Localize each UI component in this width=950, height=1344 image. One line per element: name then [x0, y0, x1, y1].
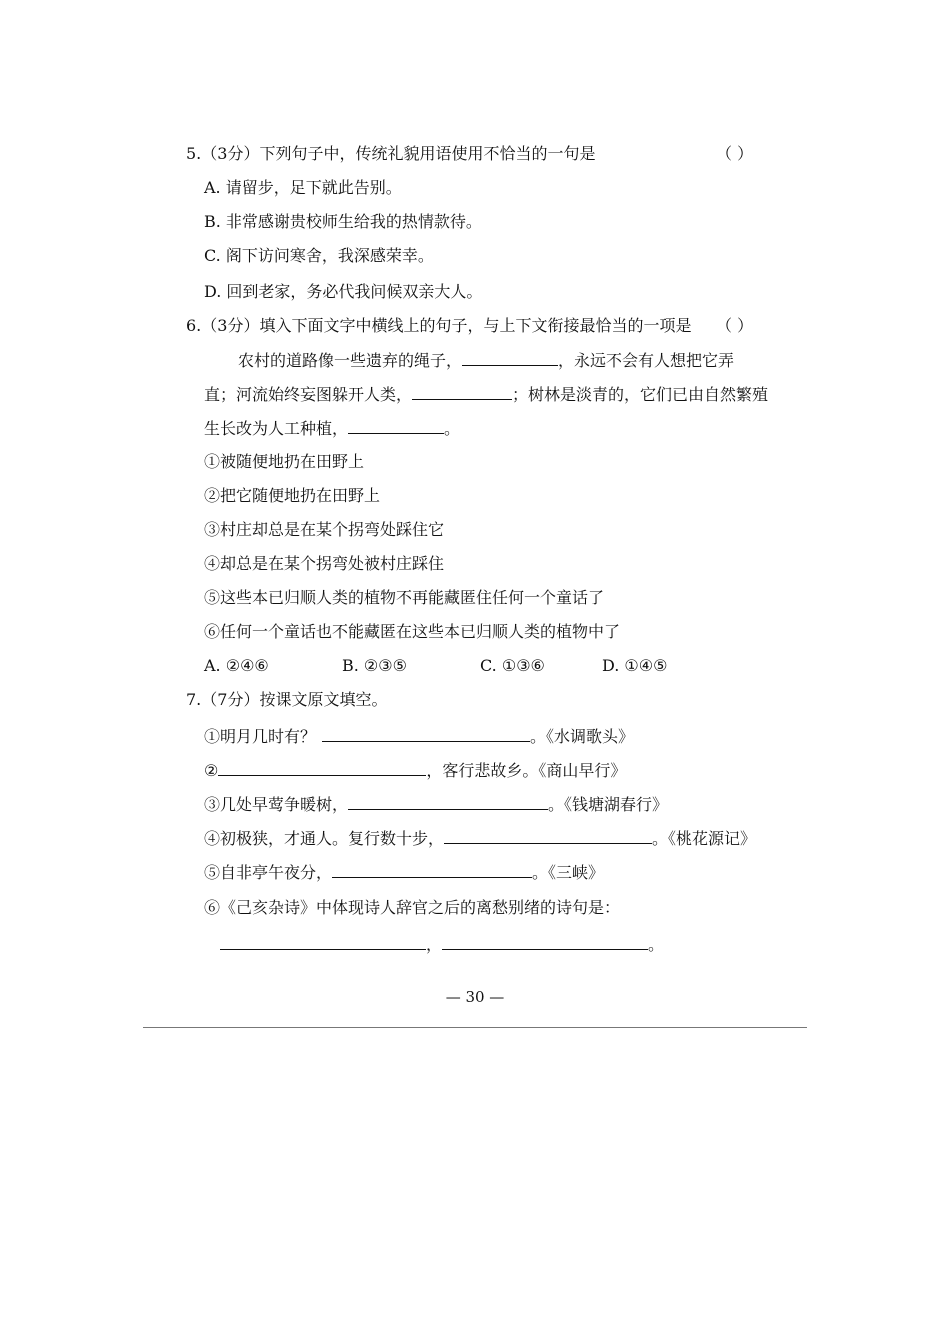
q6-passage-text: 。 — [444, 419, 461, 438]
q5-option-a: A. 请留步，足下就此告别。 — [204, 178, 402, 197]
fill-blank[interactable] — [218, 760, 426, 776]
q7-item-text: ，客行悲故乡。《商山早行》 — [426, 761, 627, 780]
fill-blank[interactable] — [348, 794, 548, 810]
q6-passage-text: 直；河流始终妄图躲开人类， — [204, 385, 413, 404]
q7-item-text: 。《钱塘湖春行》 — [548, 795, 669, 814]
q6-passage-text: ，永远不会有人想把它弄 — [558, 351, 735, 370]
q5-option-c: C. 阁下访问寒舍，我深感荣幸。 — [204, 246, 434, 265]
fill-blank[interactable] — [444, 828, 652, 844]
q7-item-4 — [204, 828, 756, 849]
q6-passage-text: 生长改为人工种植， — [204, 419, 349, 438]
q7-item-2 — [204, 760, 626, 781]
q6-item-3: ③村庄却总是在某个拐弯处踩住它 — [204, 520, 445, 539]
q7-item-text: 。《桃花源记》 — [652, 829, 757, 848]
q6-item-6: ⑥任何一个童话也不能藏匿在这些本已归顺人类的植物中了 — [204, 622, 621, 641]
q7-item-6-answer — [220, 934, 664, 955]
q7-item-5 — [204, 862, 604, 883]
q6-item-5: ⑤这些本已归顺人类的植物不再能藏匿住任何一个童话了 — [204, 588, 605, 607]
q7-item-text: 。 — [648, 935, 665, 954]
fill-blank[interactable] — [462, 350, 558, 366]
q6-passage-line-1 — [238, 350, 734, 371]
q5-option-d: D. 回到老家，务必代我问候双亲大人。 — [204, 282, 483, 301]
q7-stem: 7.（7分）按课文原文填空。 — [186, 690, 388, 709]
q7-item-text: ③几处早莺争暖树， — [204, 795, 349, 814]
q6-choice-a: A. ②④⑥ — [204, 656, 269, 675]
q6-choice-c: C. ①③⑥ — [480, 656, 545, 675]
q5-stem: 5.（3分）下列句子中，传统礼貌用语使用不恰当的一句是 — [186, 144, 596, 163]
q7-item-text: ② — [204, 761, 219, 780]
q7-item-6: ⑥《己亥杂诗》中体现诗人辞官之后的离愁别绪的诗句是： — [204, 898, 621, 917]
fill-blank[interactable] — [332, 862, 532, 878]
q6-passage-text: ；树林是淡青的，它们已由自然繁殖 — [512, 385, 769, 404]
q6-passage-text: 农村的道路像一些遗弃的绳子， — [238, 351, 463, 370]
q7-item-text: 。《水调歌头》 — [530, 727, 635, 746]
q7-item-text: ④初极狭，才通人。复行数十步， — [204, 829, 445, 848]
q5-option-b: B. 非常感谢贵校师生给我的热情款待。 — [204, 212, 482, 231]
q6-passage-line-2 — [204, 384, 768, 405]
q7-item-text: 。《三峡》 — [532, 863, 605, 882]
q6-item-1: ①被随便地扔在田野上 — [204, 452, 365, 471]
fill-blank[interactable] — [442, 934, 648, 950]
q7-item-1 — [204, 726, 634, 747]
fill-blank[interactable] — [322, 726, 530, 742]
q6-choice-b: B. ②③⑤ — [342, 656, 407, 675]
q5-answer-paren: （ ） — [716, 144, 754, 163]
footer-divider — [143, 1027, 807, 1028]
q6-choice-d: D. ①④⑤ — [602, 656, 668, 675]
q7-item-text: ， — [426, 935, 443, 954]
fill-blank[interactable] — [220, 934, 426, 950]
fill-blank[interactable] — [412, 384, 512, 400]
page-number: — 30 — — [445, 988, 505, 1006]
q6-item-4: ④却总是在某个拐弯处被村庄踩住 — [204, 554, 445, 573]
q7-item-text: ⑤自非亭午夜分， — [204, 863, 333, 882]
q7-item-3 — [204, 794, 668, 815]
q6-answer-paren: （ ） — [716, 316, 754, 335]
q6-passage-line-3 — [204, 418, 460, 439]
q6-item-2: ②把它随便地扔在田野上 — [204, 486, 381, 505]
q7-item-text: ①明月几时有？ — [204, 727, 317, 746]
q6-stem: 6.（3分）填入下面文字中横线上的句子，与上下文衔接最恰当的一项是 — [186, 316, 692, 335]
fill-blank[interactable] — [348, 418, 444, 434]
